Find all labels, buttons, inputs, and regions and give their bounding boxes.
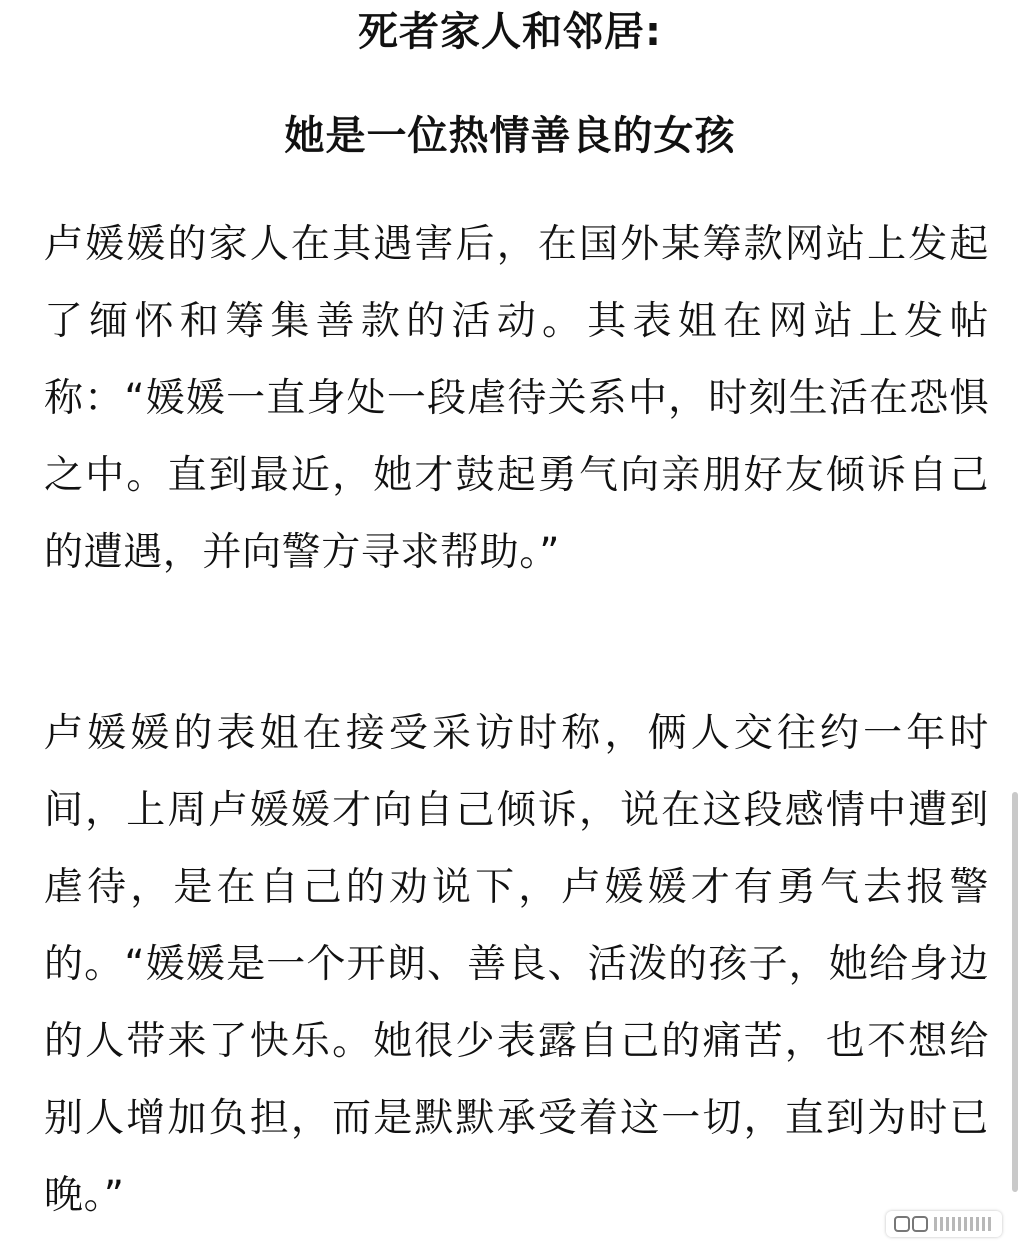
- scrollbar-thumb[interactable]: [1012, 792, 1018, 1192]
- scrollbar[interactable]: [1010, 0, 1020, 1259]
- watermark-pattern: [934, 1217, 994, 1231]
- paragraph-2: 卢媛媛的表姐在接受采访时称，俩人交往约一年时间，上周卢媛媛才向自己倾诉，说在这段感情中遭到虐待，是在自己的劝说下，卢媛媛才有勇气去报警的。“媛媛是一个开朗、善良、活泼的孩子，她给身边的人带来了快乐。她很少表露自己的痛苦，也不想给别人增加负担，而是默默承受着这一切，直到为时已晚。”: [44, 711, 989, 1218]
- article-heading-line1: 死者家人和邻居:: [358, 9, 662, 55]
- paragraph-1: 卢媛媛的家人在其遇害后，在国外某筹款网站上发起了缅怀和筹集善款的活动。其表姐在网站上发帖称：“媛媛一直身处一段虐待关系中，时刻生活在恐惧之中。直到最近，她才鼓起勇气向亲朋好友倾诉自己的遭遇，并向警方寻求帮助。”: [44, 222, 989, 575]
- watermark-logo-icon: [894, 1215, 928, 1233]
- watermark: [886, 1211, 1002, 1237]
- article-heading-line2: 她是一位热情善良的女孩: [284, 113, 736, 159]
